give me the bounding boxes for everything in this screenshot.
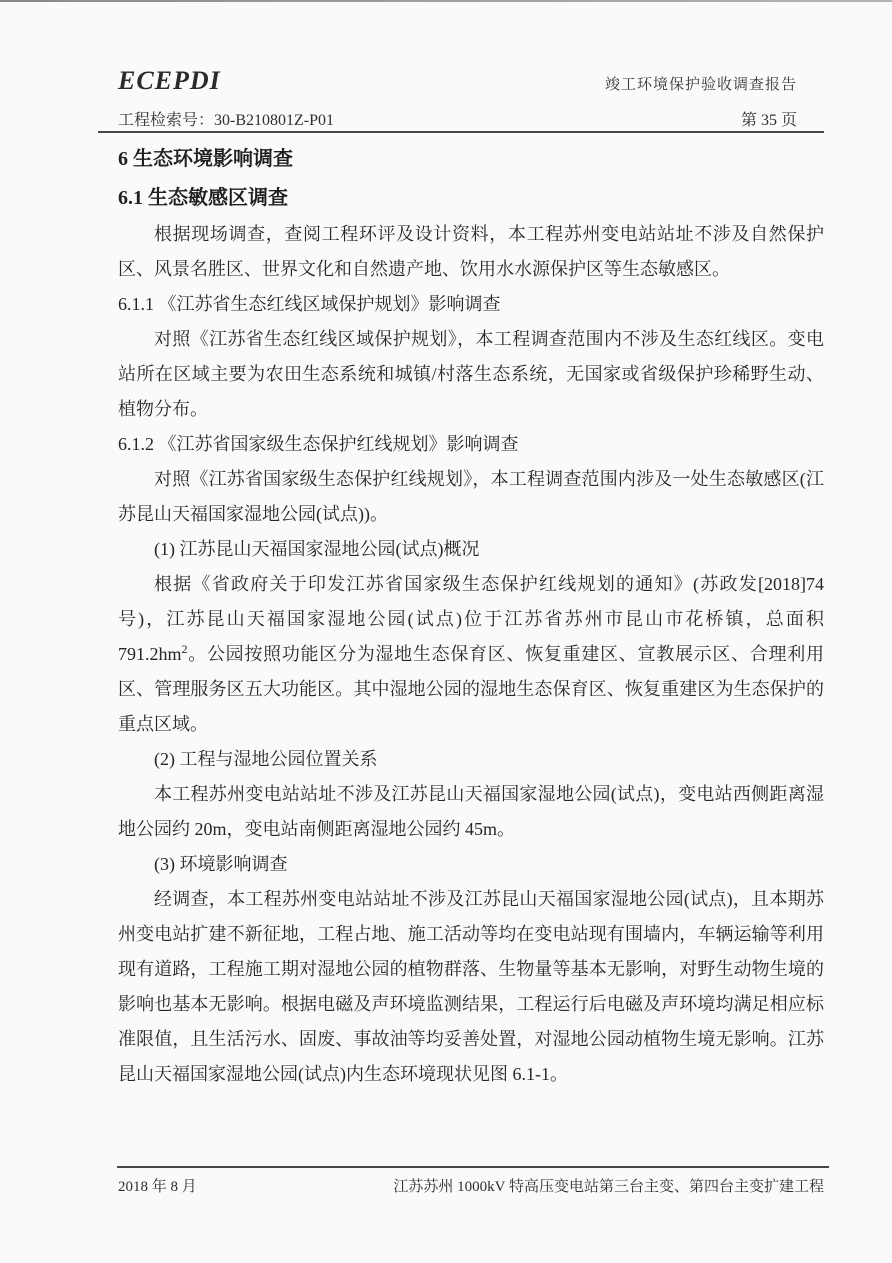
- section-heading: 6.1 生态敏感区调查: [118, 187, 288, 209]
- page-header-row-2: [118, 107, 797, 130]
- footer-project-name: 江苏苏州 1000kV 特高压变电站第三台主变、第四台主变扩建工程: [393, 1179, 824, 1195]
- paragraph-redline-national: 对照《江苏省国家级生态保护红线规划》，本工程调查范围内涉及一处生态敏感区(江苏昆山天福国家湿地公园(试点))。: [118, 469, 824, 524]
- scan-edge-artifact: [0, 0, 892, 2]
- subsection-heading-612: 6.1.2 《江苏省国家级生态保护红线规划》影响调查: [118, 434, 519, 454]
- clause-heading-3: (3) 环境影响调查: [154, 854, 288, 874]
- chapter-heading: 6 生态环境影响调查: [118, 148, 293, 170]
- paragraph-redline-provincial: 对照《江苏省生态红线区域保护规划》，本工程调查范围内不涉及生态红线区。变电站所在区域主要为农田生态系统和城镇/村落生态系统，无国家或省级保护珍稀野生动、植物分布。: [118, 329, 824, 419]
- paragraph-wetland-overview-text-2: 。公园按照功能区分为湿地生态保育区、恢复重建区、宣教展示区、合理利用区、管理服务区五大功能区。其中湿地公园的湿地生态保育区、恢复重建区为生态保护的重点区域。: [118, 644, 824, 734]
- header-rule: [98, 131, 824, 133]
- paragraph-wetland-overview: [118, 567, 824, 742]
- project-index-number: 工程检索号：30-B210801Z-P01: [118, 112, 335, 129]
- company-logo-text: ECEPDI: [118, 66, 221, 95]
- page-number: 第 35 页: [740, 112, 797, 129]
- page-header-row-1: [118, 66, 797, 96]
- clause-heading-1: (1) 江苏昆山天福国家湿地公园(试点)概况: [154, 539, 480, 559]
- page-footer: [118, 1175, 824, 1196]
- paragraph-location-relation: 本工程苏州变电站站址不涉及江苏昆山天福国家湿地公园(试点)，变电站西侧距离湿地公园约 20m，变电站南侧距离湿地公园约 45m。: [118, 784, 824, 839]
- footer-date: 2018 年 8 月: [118, 1179, 197, 1195]
- subsection-heading-611: 6.1.1 《江苏省生态红线区域保护规划》影响调查: [118, 294, 501, 314]
- area-unit-superscript: 2: [181, 642, 188, 656]
- report-type-label: 竣工环境保护验收调查报告: [604, 77, 797, 93]
- paragraph-wetland-overview-text-1: 根据《省政府关于印发江苏省国家级生态保护红线规划的通知》(苏政发[2018]74 号)，江苏昆山天福国家湿地公园(试点)位于江苏省苏州市昆山市花桥镇，总面积 791.2hm: [118, 574, 824, 664]
- paragraph-overview: 根据现场调查，查阅工程环评及设计资料，本工程苏州变电站站址不涉及自然保护区、风景名胜区、世界文化和自然遗产地、饮用水水源保护区等生态敏感区。: [118, 224, 824, 279]
- footer-rule: [117, 1166, 829, 1168]
- clause-heading-2: (2) 工程与湿地公园位置关系: [154, 749, 378, 769]
- paragraph-impact-survey: 经调查，本工程苏州变电站站址不涉及江苏昆山天福国家湿地公园(试点)，且本期苏州变电站扩建不新征地，工程占地、施工活动等均在变电站现有围墙内，车辆运输等利用现有道路，工程施工期对湿地公园的植物群落、生物量等基本无影响，对野生动物生境的影响也基本无影响。根据电磁及声环境监测结果，工程运行后电磁及声环境均满足相应标准限值，且生活污水、固废、事故油等均妥善处置，对湿地公园动植物生境无影响。江苏昆山天福国家湿地公园(试点)内生态环境现状见图 6.1-1。: [118, 889, 824, 1084]
- document-body: [118, 139, 824, 1092]
